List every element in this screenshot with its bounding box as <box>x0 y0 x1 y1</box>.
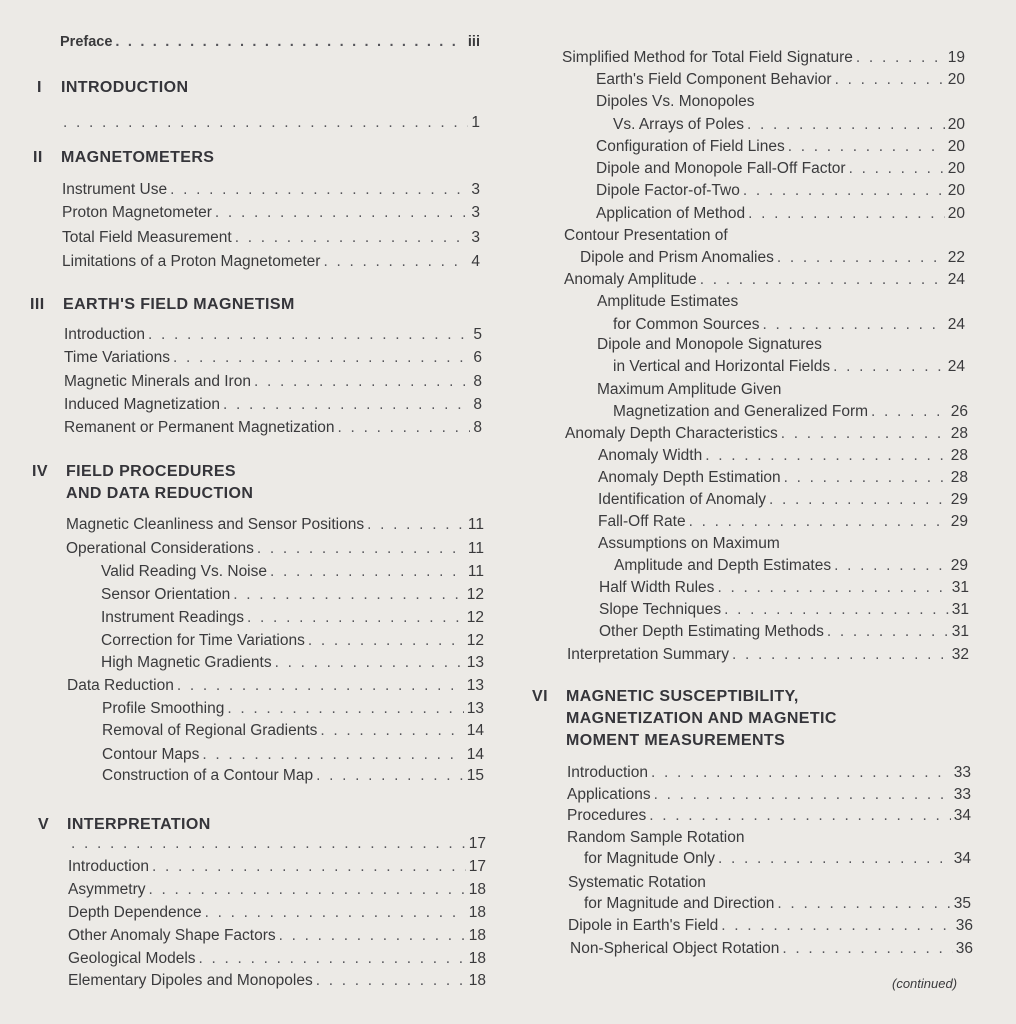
entry-page: 17 <box>468 858 486 875</box>
entry-label: Profile Smoothing <box>102 700 225 717</box>
entry-page: 20 <box>947 205 965 222</box>
toc-entry <box>101 631 484 651</box>
section-number: I <box>37 79 42 96</box>
section-title-line2: MAGNETIZATION AND MAGNETIC <box>566 710 837 727</box>
entry-page: 18 <box>468 881 486 898</box>
dot-leader <box>223 395 470 415</box>
entry-label: Earth's Field Component Behavior <box>596 71 832 88</box>
toc-entry <box>584 894 971 914</box>
dot-leader <box>748 204 945 224</box>
dot-leader <box>152 857 466 877</box>
entry-page: 20 <box>947 160 965 177</box>
entry-label: Other Depth Estimating Methods <box>599 623 824 640</box>
dot-leader <box>827 622 949 642</box>
toc-entry <box>101 562 484 582</box>
toc-entry <box>597 292 965 312</box>
entry-page: 29 <box>950 491 968 508</box>
dot-leader <box>275 653 464 673</box>
dot-leader <box>323 252 468 272</box>
entry-label: for Common Sources <box>613 316 760 333</box>
dot-leader <box>320 721 463 741</box>
dot-leader <box>148 325 470 345</box>
entry-label: Identification of Anomaly <box>598 491 767 508</box>
toc-entry <box>584 849 971 869</box>
toc-entry <box>66 515 484 535</box>
toc-entry <box>596 92 965 112</box>
entry-label: Time Variations <box>64 349 170 366</box>
toc-entry <box>102 699 484 719</box>
entry-page: 12 <box>466 609 484 626</box>
entry-page: 11 <box>467 540 484 557</box>
dot-leader <box>700 270 945 290</box>
toc-entry <box>62 252 480 272</box>
entry-page: 3 <box>471 204 480 221</box>
section-number: IV <box>32 463 48 480</box>
toc-entry <box>101 608 484 628</box>
dot-leader <box>724 600 949 620</box>
section-heading-v <box>38 814 211 836</box>
entry-page: 12 <box>466 586 484 603</box>
entry-label: Introduction <box>64 326 145 343</box>
toc-entry <box>68 903 486 923</box>
entry-page: 20 <box>947 182 965 199</box>
entry-label: Configuration of Field Lines <box>596 138 785 155</box>
entry-label: Anomaly Depth Characteristics <box>565 425 778 442</box>
dot-leader <box>834 556 948 576</box>
toc-entry <box>580 248 965 268</box>
entry-label: Sensor Orientation <box>101 586 231 603</box>
entry-page: 6 <box>473 349 482 366</box>
section-title: EARTH'S FIELD MAGNETISM <box>63 296 295 313</box>
entry-page: 3 <box>471 181 480 198</box>
entry-page: 24 <box>947 316 965 333</box>
entry-label: Removal of Regional Gradients <box>102 722 318 739</box>
entry-page: 20 <box>947 71 965 88</box>
toc-entry <box>567 806 971 826</box>
entry-label: Half Width Rules <box>599 579 715 596</box>
entry-label: Random Sample Rotation <box>567 829 745 846</box>
dot-leader <box>338 418 471 438</box>
entry-label: Vs. Arrays of Poles <box>613 116 744 133</box>
dot-leader <box>367 515 465 535</box>
entry-label: Interpretation Summary <box>567 646 729 663</box>
entry-page: 14 <box>466 722 484 739</box>
dot-leader <box>784 468 948 488</box>
entry-label: Dipole and Monopole Signatures <box>597 336 822 353</box>
section-heading-ii <box>33 147 214 169</box>
toc-entry <box>68 857 486 877</box>
toc-entry <box>598 512 968 532</box>
entry-page: 35 <box>953 895 971 912</box>
toc-entry <box>101 585 484 605</box>
dot-leader <box>233 585 464 605</box>
entry-page: 34 <box>953 807 971 824</box>
entry-page: 11 <box>467 563 484 580</box>
entry-page: 13 <box>466 654 484 671</box>
dot-leader <box>747 115 945 135</box>
entry-label: in Vertical and Horizontal Fields <box>613 358 831 375</box>
toc-entry <box>614 556 968 576</box>
toc-entry <box>597 380 965 400</box>
entry-page: 36 <box>955 940 973 957</box>
toc-entry <box>613 357 965 377</box>
toc-entry <box>567 645 969 665</box>
section-number: III <box>30 296 45 313</box>
dot-leader <box>849 159 945 179</box>
entry-page: 3 <box>471 229 480 246</box>
dot-leader <box>762 315 944 335</box>
entry-label: Dipole Factor-of-Two <box>596 182 740 199</box>
dot-leader <box>654 785 951 805</box>
section-number: VI <box>532 688 548 705</box>
section-title: MAGNETIC SUSCEPTIBILITY, <box>566 688 799 705</box>
entry-page: 24 <box>947 271 965 288</box>
entry-page: 28 <box>950 447 968 464</box>
toc-entry <box>599 578 969 598</box>
dot-leader <box>717 578 948 598</box>
dot-leader <box>227 699 463 719</box>
dot-leader <box>205 903 466 923</box>
dot-leader <box>689 512 948 532</box>
entry-page: 13 <box>466 677 484 694</box>
entry-label: Simplified Method for Total Field Signature <box>562 49 853 66</box>
entry-label: Valid Reading Vs. Noise <box>101 563 267 580</box>
toc-entry <box>62 228 480 248</box>
dot-leader <box>833 357 945 377</box>
entry-label: Magnetization and Generalized Form <box>613 403 869 420</box>
continued-note: (continued) <box>892 976 958 991</box>
dot-leader <box>705 446 948 466</box>
entry-label: Applications <box>567 786 651 803</box>
dot-leader <box>71 834 466 854</box>
entry-label: Contour Presentation of <box>564 227 728 244</box>
entry-label: Construction of a Contour Map <box>102 767 314 784</box>
dot-leader <box>316 766 464 786</box>
section-number: V <box>38 816 50 833</box>
entry-label: Proton Magnetometer <box>62 204 212 221</box>
entry-label: Depth Dependence <box>68 904 202 921</box>
toc-entry <box>68 949 486 969</box>
entry-page: 28 <box>950 469 968 486</box>
entry-label: Induced Magnetization <box>64 396 220 413</box>
dot-leader <box>308 631 464 651</box>
dot-leader <box>835 70 945 90</box>
section-title: FIELD PROCEDURES <box>66 463 236 480</box>
entry-label: for Magnitude Only <box>584 850 715 867</box>
toc-entry <box>596 70 965 90</box>
entry-label: Procedures <box>567 807 647 824</box>
entry-page: 14 <box>466 746 484 763</box>
entry-page: 26 <box>950 403 968 420</box>
entry-page: 11 <box>467 516 484 533</box>
toc-entry <box>567 828 971 848</box>
entry-label: Anomaly Depth Estimation <box>598 469 781 486</box>
toc-entry-preface <box>60 32 480 52</box>
dot-leader <box>257 539 465 559</box>
toc-entry <box>596 204 965 224</box>
entry-page: 15 <box>466 767 484 784</box>
dot-leader <box>63 113 468 133</box>
entry-page: 17 <box>468 835 486 852</box>
toc-entry <box>102 721 484 741</box>
toc-entry <box>596 181 965 201</box>
entry-label: Contour Maps <box>102 746 200 763</box>
entry-page: 31 <box>951 623 969 640</box>
section-title: MAGNETOMETERS <box>61 149 215 166</box>
entry-page: 1 <box>471 114 480 131</box>
entry-page: 34 <box>953 850 971 867</box>
dot-leader <box>721 916 952 936</box>
entry-page: 24 <box>947 358 965 375</box>
toc-entry <box>596 159 965 179</box>
section-title-line3: MOMENT MEASUREMENTS <box>566 732 786 749</box>
entry-label: Dipole and Monopole Fall-Off Factor <box>596 160 846 177</box>
entry-page: 36 <box>955 917 973 934</box>
entry-label: Dipole in Earth's Field <box>568 917 719 934</box>
toc-entry <box>598 468 968 488</box>
entry-label: for Magnitude and Direction <box>584 895 775 912</box>
entry-label: Introduction <box>68 858 149 875</box>
entry-page: 8 <box>473 396 482 413</box>
toc-entry <box>68 880 486 900</box>
toc-entry <box>596 137 965 157</box>
entry-page: 18 <box>468 950 486 967</box>
entry-label: Instrument Use <box>62 181 168 198</box>
entry-label: Application of Method <box>596 205 746 222</box>
entry-page: 20 <box>947 116 965 133</box>
entry-page: 19 <box>947 49 965 66</box>
entry-label: Magnetic Minerals and Iron <box>64 373 251 390</box>
toc-entry <box>101 653 484 673</box>
entry-label: Correction for Time Variations <box>101 632 305 649</box>
dot-leader <box>649 806 950 826</box>
dot-leader <box>199 949 466 969</box>
toc-entry <box>613 115 965 135</box>
entry-page: 8 <box>473 373 482 390</box>
dot-leader <box>202 745 463 765</box>
entry-label: Data Reduction <box>67 677 174 694</box>
entry-page: 18 <box>468 972 486 989</box>
toc-entry <box>60 113 480 133</box>
entry-page: 33 <box>953 764 971 781</box>
dot-leader <box>871 402 948 422</box>
dot-leader <box>777 248 945 268</box>
entry-label: Total Field Measurement <box>62 229 232 246</box>
toc-entry <box>613 402 968 422</box>
toc-entry <box>64 348 482 368</box>
section-title: INTRODUCTION <box>61 79 189 96</box>
entry-page: 22 <box>947 249 965 266</box>
entry-label: High Magnetic Gradients <box>101 654 272 671</box>
entry-label: Maximum Amplitude Given <box>597 381 782 398</box>
toc-entry <box>62 180 480 200</box>
toc-entry <box>62 203 480 223</box>
dot-leader <box>743 181 945 201</box>
toc-entry <box>598 534 968 554</box>
toc-entry <box>613 315 965 335</box>
entry-page: 5 <box>473 326 482 343</box>
dot-leader <box>316 971 466 991</box>
entry-label: Preface <box>60 34 113 50</box>
toc-entry <box>597 335 965 355</box>
section-title-line2: AND DATA REDUCTION <box>66 485 254 502</box>
entry-page: 8 <box>473 419 482 436</box>
dot-leader <box>856 48 945 68</box>
toc-entry <box>562 48 965 68</box>
entry-label: Geological Models <box>68 950 196 967</box>
entry-page: 28 <box>950 425 968 442</box>
toc-entry <box>66 539 484 559</box>
entry-label: Fall-Off Rate <box>598 513 686 530</box>
entry-label: Instrument Readings <box>101 609 245 626</box>
toc-entry <box>564 270 965 290</box>
dot-leader <box>769 490 948 510</box>
section-heading-iv <box>32 461 253 505</box>
toc-entry <box>64 325 482 345</box>
toc-entry <box>64 395 482 415</box>
entry-page: 29 <box>950 513 968 530</box>
entry-label: Dipoles Vs. Monopoles <box>596 93 755 110</box>
entry-label: Amplitude Estimates <box>597 293 739 310</box>
dot-leader <box>732 645 949 665</box>
dot-leader <box>270 562 465 582</box>
entry-label: Asymmetry <box>68 881 146 898</box>
entry-page: 18 <box>468 927 486 944</box>
dot-leader <box>788 137 945 157</box>
dot-leader <box>177 676 464 696</box>
toc-entry <box>67 676 484 696</box>
dot-leader <box>777 894 950 914</box>
entry-page: 29 <box>950 557 968 574</box>
toc-entry <box>68 926 486 946</box>
dot-leader <box>215 203 468 223</box>
entry-label: Remanent or Permanent Magnetization <box>64 419 335 436</box>
entry-label: Assumptions on Maximum <box>598 535 780 552</box>
entry-label: Operational Considerations <box>66 540 254 557</box>
entry-page: 4 <box>471 253 480 270</box>
entry-page: 32 <box>951 646 969 663</box>
entry-label: Anomaly Width <box>598 447 703 464</box>
dot-leader <box>173 348 470 368</box>
entry-page: 20 <box>947 138 965 155</box>
entry-label: Other Anomaly Shape Factors <box>68 927 276 944</box>
section-number: II <box>33 149 43 166</box>
toc-entry <box>568 873 971 893</box>
toc-entry <box>567 763 971 783</box>
entry-label: Systematic Rotation <box>568 874 706 891</box>
toc-entry <box>598 490 968 510</box>
toc-entry <box>102 766 484 786</box>
entry-page: iii <box>467 34 480 50</box>
entry-label: Introduction <box>567 764 648 781</box>
toc-entry <box>568 916 973 936</box>
entry-label: Elementary Dipoles and Monopoles <box>68 972 313 989</box>
entry-page: 33 <box>953 786 971 803</box>
entry-label: Dipole and Prism Anomalies <box>580 249 774 266</box>
toc-entry <box>564 226 965 246</box>
entry-page: 12 <box>466 632 484 649</box>
entry-page: 31 <box>951 601 969 618</box>
entry-label: Anomaly Amplitude <box>564 271 697 288</box>
entry-label: Amplitude and Depth Estimates <box>614 557 832 574</box>
entry-label: Limitations of a Proton Magnetometer <box>62 253 321 270</box>
toc-entry <box>599 622 969 642</box>
toc-entry <box>565 424 968 444</box>
entry-label: Slope Techniques <box>599 601 722 618</box>
dot-leader <box>781 424 948 444</box>
toc-entry <box>68 971 486 991</box>
toc-entry <box>68 834 486 854</box>
dot-leader <box>279 926 466 946</box>
section-title: INTERPRETATION <box>67 816 211 833</box>
dot-leader <box>254 372 470 392</box>
entry-page: 13 <box>466 700 484 717</box>
toc-entry <box>567 785 971 805</box>
section-heading-iii <box>30 294 295 316</box>
dot-leader <box>149 880 466 900</box>
entry-label: Magnetic Cleanliness and Sensor Positions <box>66 516 365 533</box>
section-heading-vi <box>532 686 837 752</box>
dot-leader <box>170 180 468 200</box>
toc-entry <box>598 446 968 466</box>
toc-entry <box>64 372 482 392</box>
dot-leader <box>651 763 951 783</box>
dot-leader <box>718 849 951 869</box>
dot-leader <box>115 32 465 52</box>
dot-leader <box>235 228 469 248</box>
toc-entry <box>599 600 969 620</box>
dot-leader <box>247 608 464 628</box>
toc-entry <box>64 418 482 438</box>
entry-page: 18 <box>468 904 486 921</box>
toc-entry <box>570 939 973 959</box>
toc-entry <box>102 745 484 765</box>
dot-leader <box>782 939 952 959</box>
entry-label: Non-Spherical Object Rotation <box>570 940 780 957</box>
entry-page: 31 <box>951 579 969 596</box>
section-heading-i <box>37 77 188 99</box>
